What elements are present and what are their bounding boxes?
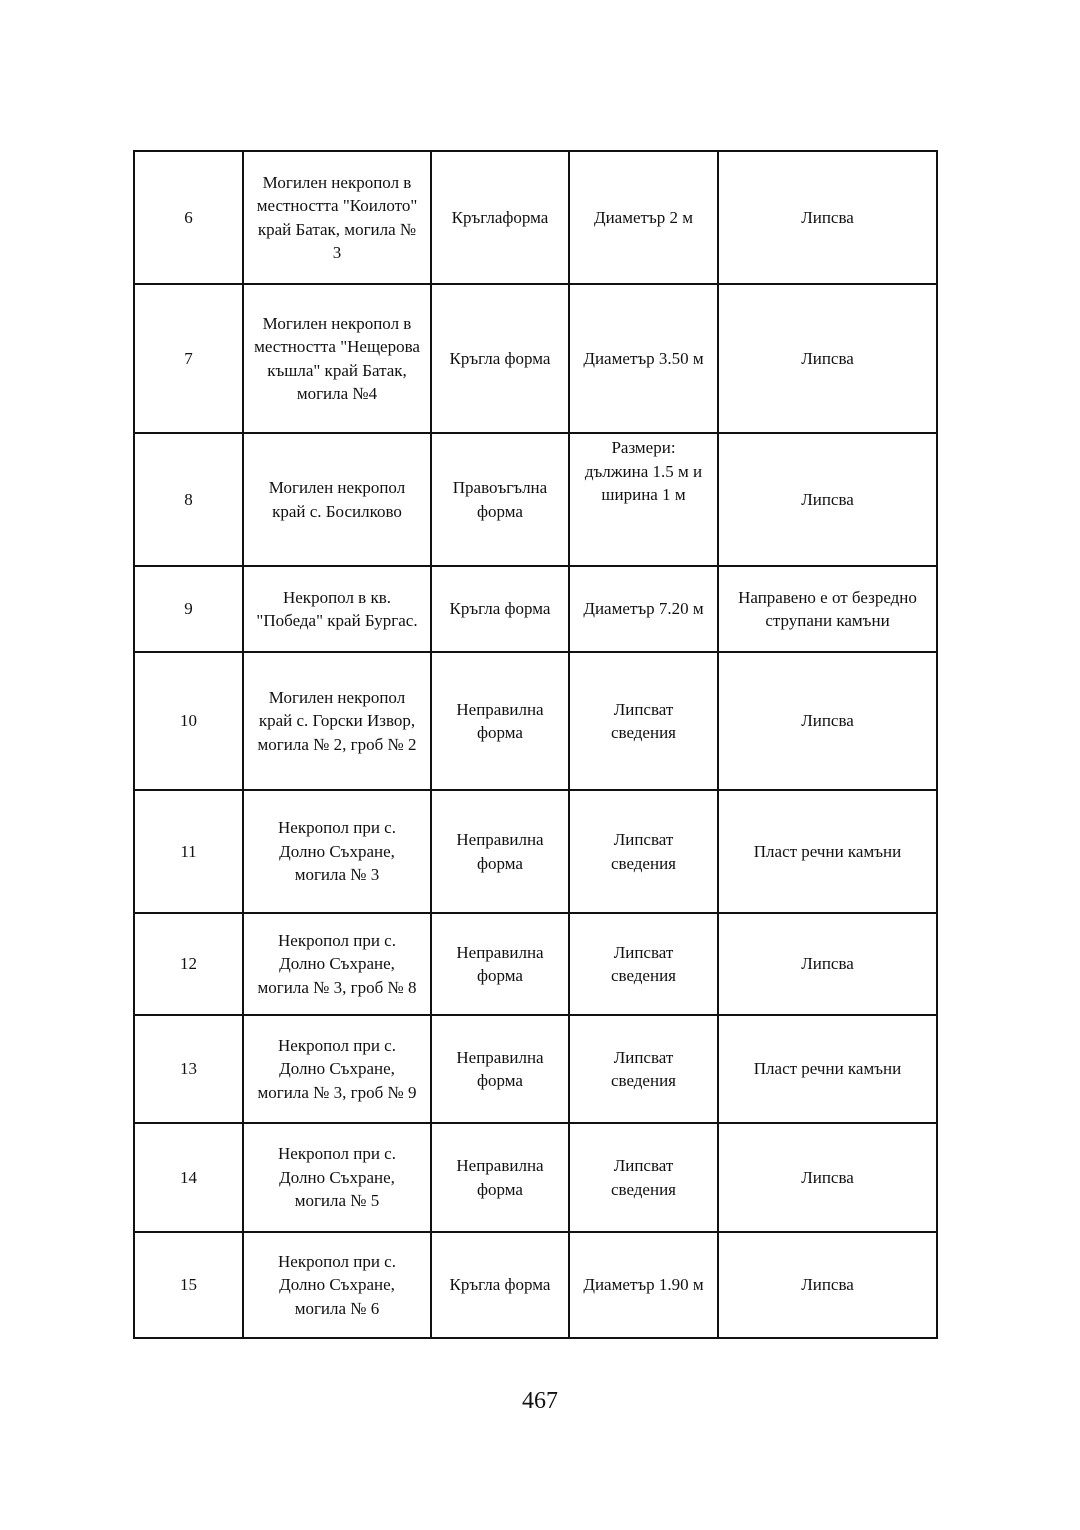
page-number: 467: [522, 1388, 558, 1414]
shape-cell: Кръгла форма: [431, 1232, 569, 1338]
table-row: [134, 1015, 937, 1123]
construction-cell: Липсва: [718, 913, 937, 1015]
size-cell: Липсват сведения: [569, 1015, 718, 1123]
construction-cell: Липсва: [718, 1123, 937, 1232]
construction-cell: Липсва: [718, 1232, 937, 1338]
shape-cell: Кръглаформа: [431, 151, 569, 284]
row-number: 12: [134, 913, 243, 1015]
table-row: [134, 652, 937, 790]
row-number: 7: [134, 284, 243, 433]
site-cell: Могилен некропол в местността "Нещерова къшла" край Батак, могила №4: [243, 284, 431, 433]
size-cell: Липсват сведения: [569, 1123, 718, 1232]
construction-cell: Направено е от безредно струпани камъни: [718, 566, 937, 652]
shape-cell: Неправилна форма: [431, 1123, 569, 1232]
size-cell: Диаметър 3.50 м: [569, 284, 718, 433]
row-number: 15: [134, 1232, 243, 1338]
shape-cell: Неправилна форма: [431, 652, 569, 790]
construction-cell: Липсва: [718, 284, 937, 433]
construction-cell: Липсва: [718, 151, 937, 284]
archaeology-table: [133, 150, 938, 1339]
site-cell: Некропол при с. Долно Съхране, могила № 6: [243, 1232, 431, 1338]
site-cell: Могилен некропол край с. Горски Извор, могила № 2, гроб № 2: [243, 652, 431, 790]
site-cell: Могилен некропол в местността "Коилото" край Батак, могила № 3: [243, 151, 431, 284]
shape-cell: Неправилна форма: [431, 790, 569, 913]
row-number: 11: [134, 790, 243, 913]
site-cell: Некропол при с. Долно Съхране, могила № 3: [243, 790, 431, 913]
shape-cell: Правоъгълна форма: [431, 433, 569, 566]
site-cell: Некропол при с. Долно Съхране, могила № 5: [243, 1123, 431, 1232]
table-row: [134, 433, 937, 566]
table-row: [134, 913, 937, 1015]
table-row: [134, 151, 937, 284]
shape-cell: Кръгла форма: [431, 566, 569, 652]
size-cell: Липсват сведения: [569, 913, 718, 1015]
row-number: 10: [134, 652, 243, 790]
row-number: 8: [134, 433, 243, 566]
construction-cell: Пласт речни камъни: [718, 790, 937, 913]
table-row: [134, 1123, 937, 1232]
size-cell: Диаметър 1.90 м: [569, 1232, 718, 1338]
row-number: 14: [134, 1123, 243, 1232]
shape-cell: Неправилна форма: [431, 1015, 569, 1123]
site-cell: Некропол при с. Долно Съхране, могила № 3, гроб № 8: [243, 913, 431, 1015]
size-cell: Липсват сведения: [569, 790, 718, 913]
table-row: [134, 790, 937, 913]
construction-cell: Липсва: [718, 433, 937, 566]
size-cell: Диаметър 7.20 м: [569, 566, 718, 652]
table-row: [134, 1232, 937, 1338]
site-cell: Некропол в кв. "Победа" край Бургас.: [243, 566, 431, 652]
construction-cell: Пласт речни камъни: [718, 1015, 937, 1123]
construction-cell: Липсва: [718, 652, 937, 790]
row-number: 9: [134, 566, 243, 652]
site-cell: Некропол при с. Долно Съхране, могила № 3, гроб № 9: [243, 1015, 431, 1123]
table-row: [134, 566, 937, 652]
row-number: 6: [134, 151, 243, 284]
size-cell: Диаметър 2 м: [569, 151, 718, 284]
size-cell: Липсват сведения: [569, 652, 718, 790]
site-cell: Могилен некропол край с. Босилково: [243, 433, 431, 566]
row-number: 13: [134, 1015, 243, 1123]
size-cell: Размери: дължина 1.5 м и ширина 1 м: [569, 433, 718, 566]
table-row: [134, 284, 937, 433]
shape-cell: Неправилна форма: [431, 913, 569, 1015]
shape-cell: Кръгла форма: [431, 284, 569, 433]
